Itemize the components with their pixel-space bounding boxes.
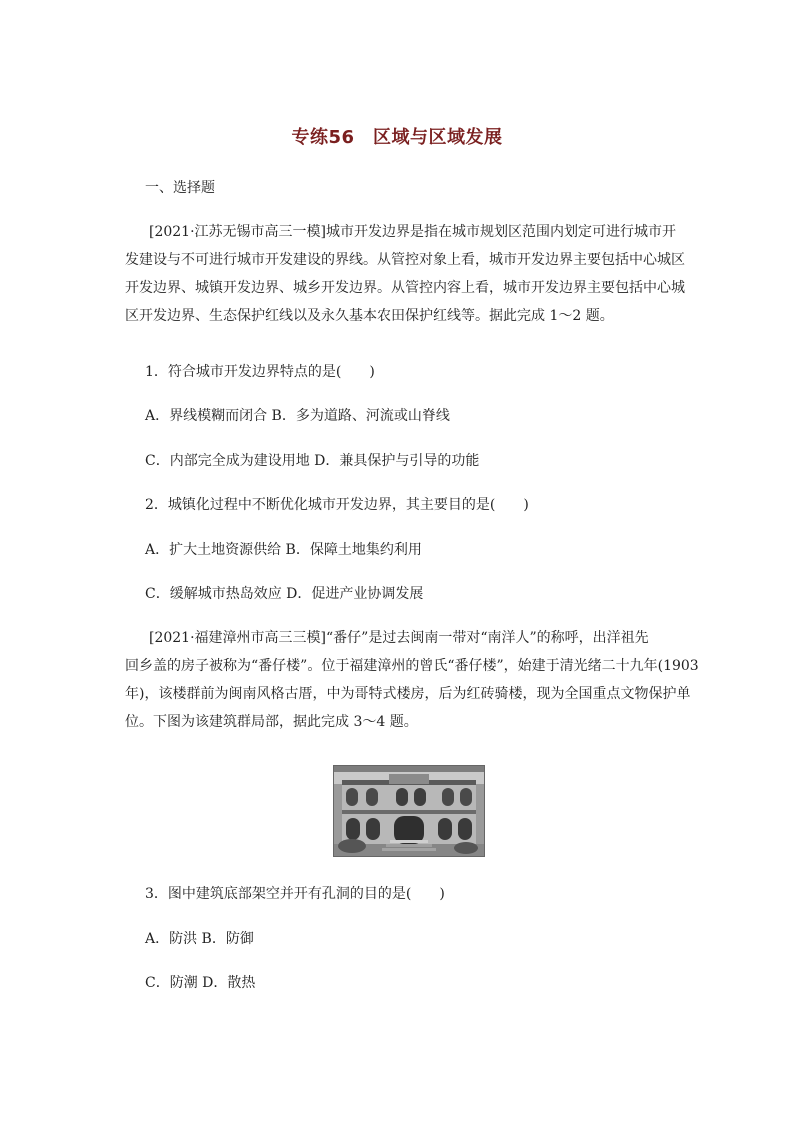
passage-1 [125,218,685,330]
passage-2-line: [2021·福建漳州市高三三模]“番仔”是过去闽南一带对“南洋人”的称呼，出洋祖先 [149,630,649,646]
question-3-options-cd: C．防潮 D．散热 [145,975,256,991]
building-illustration [334,766,484,856]
passage-2-line: 位。下图为该建筑群局部，据此完成 3～4 题。 [125,714,418,730]
question-1-stem: 1．符合城市开发边界特点的是( ) [145,364,375,380]
passage-1-line: 发建设与不可进行城市开发建设的界线。从管控对象上看，城市开发边界主要包括中心城区 [125,252,685,268]
section-heading: 一、选择题 [145,180,215,196]
question-2-stem: 2．城镇化过程中不断优化城市开发边界，其主要目的是( ) [145,497,529,513]
question-1-options-cd: C．内部完全成为建设用地 D．兼具保护与引导的功能 [145,453,480,469]
question-2-options-cd: C．缓解城市热岛效应 D．促进产业协调发展 [145,586,424,602]
building-photo [333,765,485,857]
question-3-stem: 3．图中建筑底部架空并开有孔洞的目的是( ) [145,886,445,902]
passage-2 [125,624,699,736]
page-title: 专练56 区域与区域发展 [291,127,503,148]
passage-1-line: 开发边界、城镇开发边界、城乡开发边界。从管控内容上看，城市开发边界主要包括中心城 [125,280,685,296]
passage-1-line: [2021·江苏无锡市高三一模]城市开发边界是指在城市规划区范围内划定可进行城市开 [149,224,677,240]
question-1-options-ab: A．界线模糊而闭合 B．多为道路、河流或山脊线 [145,408,450,424]
question-2-options-ab: A．扩大土地资源供给 B．保障土地集约利用 [145,542,422,558]
passage-1-line: 区开发边界、生态保护红线以及永久基本农田保护红线等。据此完成 1～2 题。 [125,308,614,324]
passage-2-line: 年)，该楼群前为闽南风格古厝，中为哥特式楼房，后为红砖骑楼，现为全国重点文物保护单 [125,686,691,702]
question-3-options-ab: A．防洪 B．防御 [145,931,254,947]
passage-2-line: 回乡盖的房子被称为“番仔楼”。位于福建漳州的曾氏“番仔楼”，始建于清光绪二十九年(1903 [125,658,699,674]
